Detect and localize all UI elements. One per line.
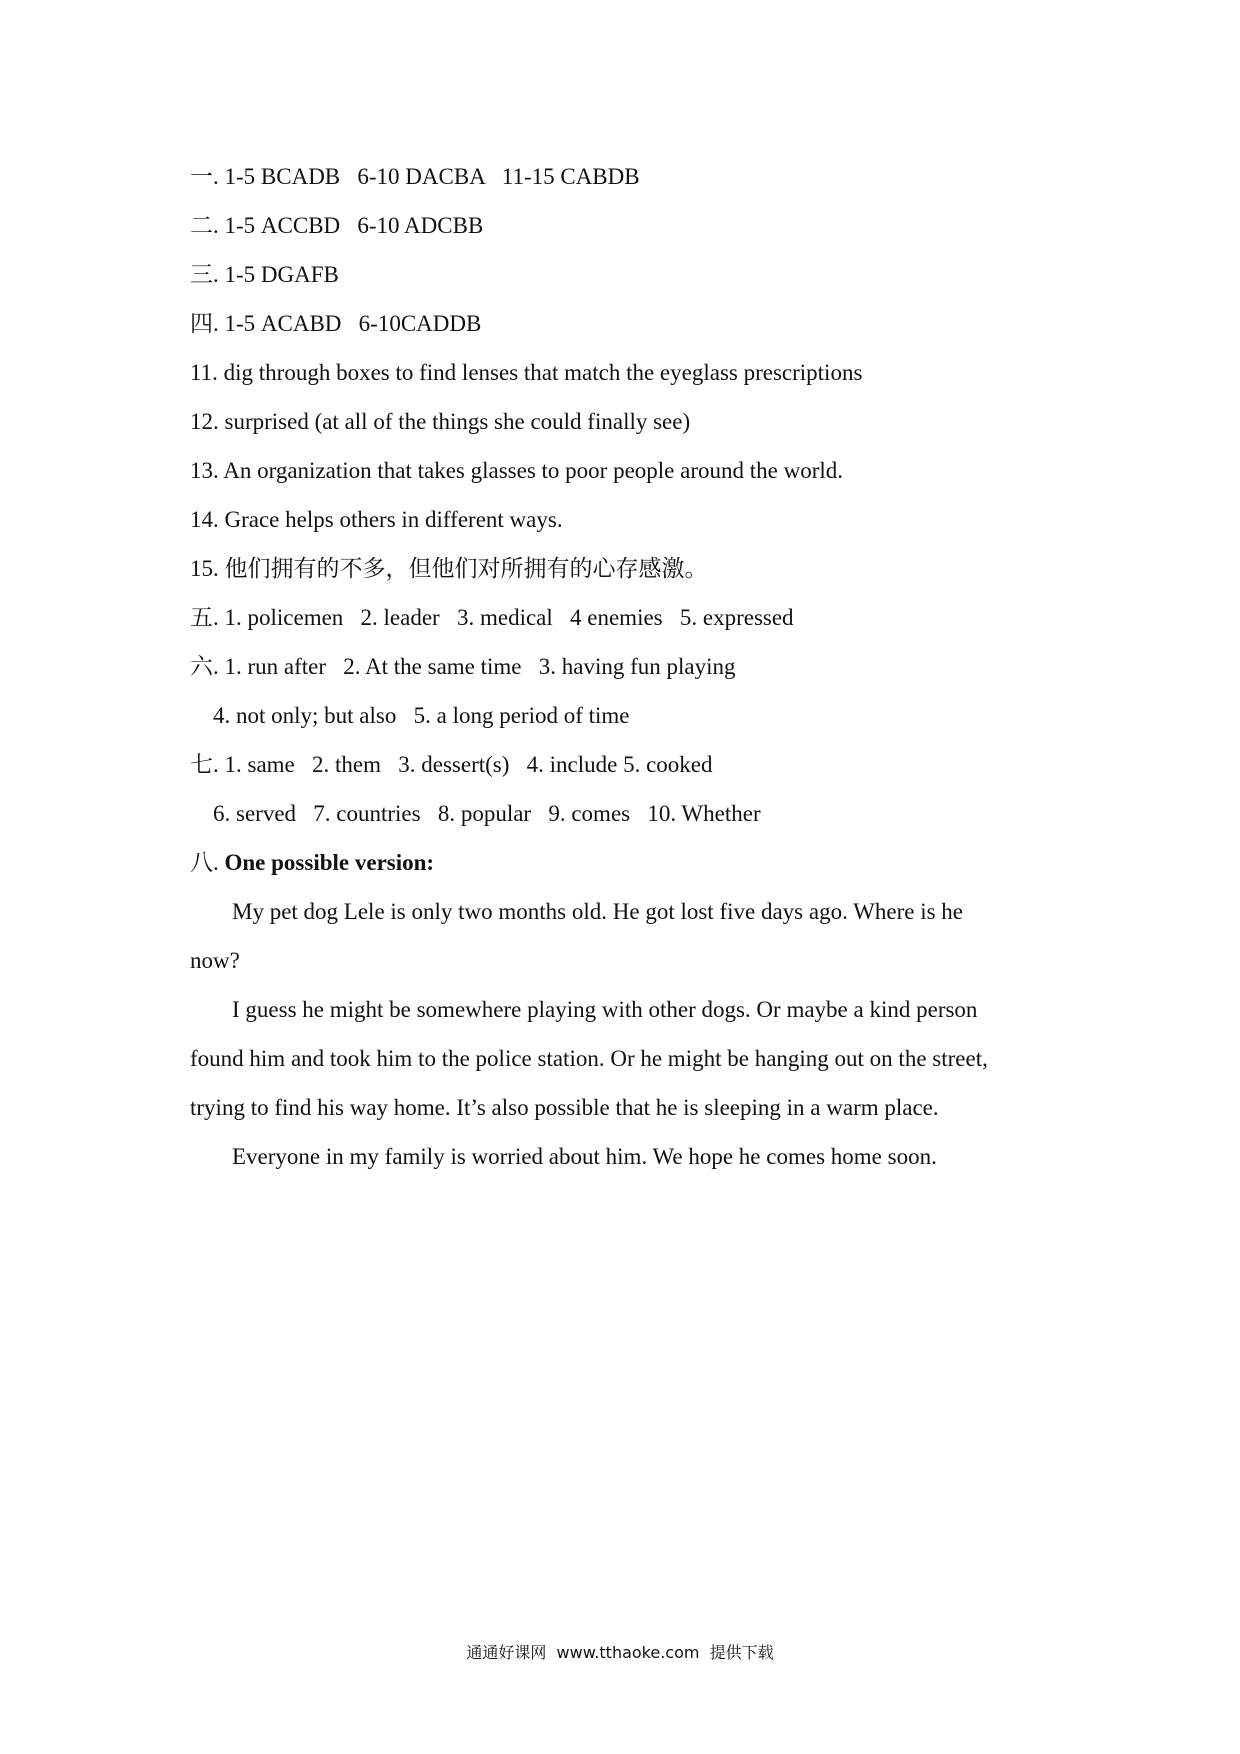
section-marker: 五. xyxy=(190,605,219,630)
section-marker: 一. xyxy=(190,164,219,189)
section-marker: 三. xyxy=(190,262,219,287)
answer-text: 1-5 ACABD 6-10CADDB xyxy=(218,311,482,336)
essay-line-5: trying to find his way home. It’s also possible that he is sleeping in a warm place. xyxy=(190,1095,939,1120)
answer-line-3 xyxy=(190,257,1080,306)
answer-line-4 xyxy=(190,306,1080,355)
essay-line-6: Everyone in my family is worried about him. We hope he comes home soon. xyxy=(232,1144,937,1169)
answer-text: 15. 他们拥有的不多，但他们对所拥有的心存感激。 xyxy=(190,556,708,581)
answer-text: 1. same 2. them 3. dessert(s) 4. include 5. cooked xyxy=(218,752,713,777)
answer-line-14 xyxy=(190,502,1080,551)
answer-line-7b xyxy=(190,796,1080,845)
answer-line-12 xyxy=(190,404,1080,453)
answer-line-13 xyxy=(190,453,1080,502)
answer-text: 1. run after 2. At the same time 3. having fun playing xyxy=(218,654,736,679)
answer-text: 14. Grace helps others in different ways. xyxy=(190,507,563,532)
answer-text: 1-5 BCADB 6-10 DACBA 11-15 CABDB xyxy=(218,164,640,189)
section-marker: 六. xyxy=(190,654,219,679)
answer-text: 1. policemen 2. leader 3. medical 4 enemies 5. expressed xyxy=(218,605,794,630)
answer-line-7a xyxy=(190,747,1080,796)
essay-line-2: now? xyxy=(190,948,240,973)
answer-text: 6. served 7. countries 8. popular 9. comes 10. Whether xyxy=(213,801,761,826)
section-marker: 四. xyxy=(190,311,219,336)
answer-line-1 xyxy=(190,159,1080,208)
essay-heading xyxy=(190,845,1080,894)
answer-text: 11. dig through boxes to find lenses that match the eyeglass prescriptions xyxy=(190,360,863,385)
answer-text: 1-5 ACCBD 6-10 ADCBB xyxy=(218,213,484,238)
section-marker: 七. xyxy=(190,752,219,777)
essay-line-1: My pet dog Lele is only two months old. He got lost five days ago. Where is he xyxy=(232,899,963,924)
answer-line-6a xyxy=(190,649,1080,698)
answer-line-15 xyxy=(190,551,1080,600)
answer-text: 4. not only; but also 5. a long period of time xyxy=(213,703,630,728)
answer-key xyxy=(190,159,1080,1188)
essay-heading-text: One possible version: xyxy=(224,850,435,875)
answer-line-11 xyxy=(190,355,1080,404)
answer-line-2 xyxy=(190,208,1080,257)
answer-line-6b xyxy=(190,698,1080,747)
answer-text: 12. surprised (at all of the things she could finally see) xyxy=(190,409,691,434)
essay-line-4: found him and took him to the police station. Or he might be hanging out on the street, xyxy=(190,1046,988,1071)
answer-text: 13. An organization that takes glasses to poor people around the world. xyxy=(190,458,844,483)
section-marker: 二. xyxy=(190,213,219,238)
section-marker: 八. xyxy=(190,850,219,875)
answer-line-5 xyxy=(190,600,1080,649)
answer-text: 1-5 DGAFB xyxy=(218,262,339,287)
page-footer: 通通好课网 www.tthaoke.com 提供下载 xyxy=(466,1643,774,1662)
essay-line-3: I guess he might be somewhere playing with other dogs. Or maybe a kind person xyxy=(232,997,978,1022)
